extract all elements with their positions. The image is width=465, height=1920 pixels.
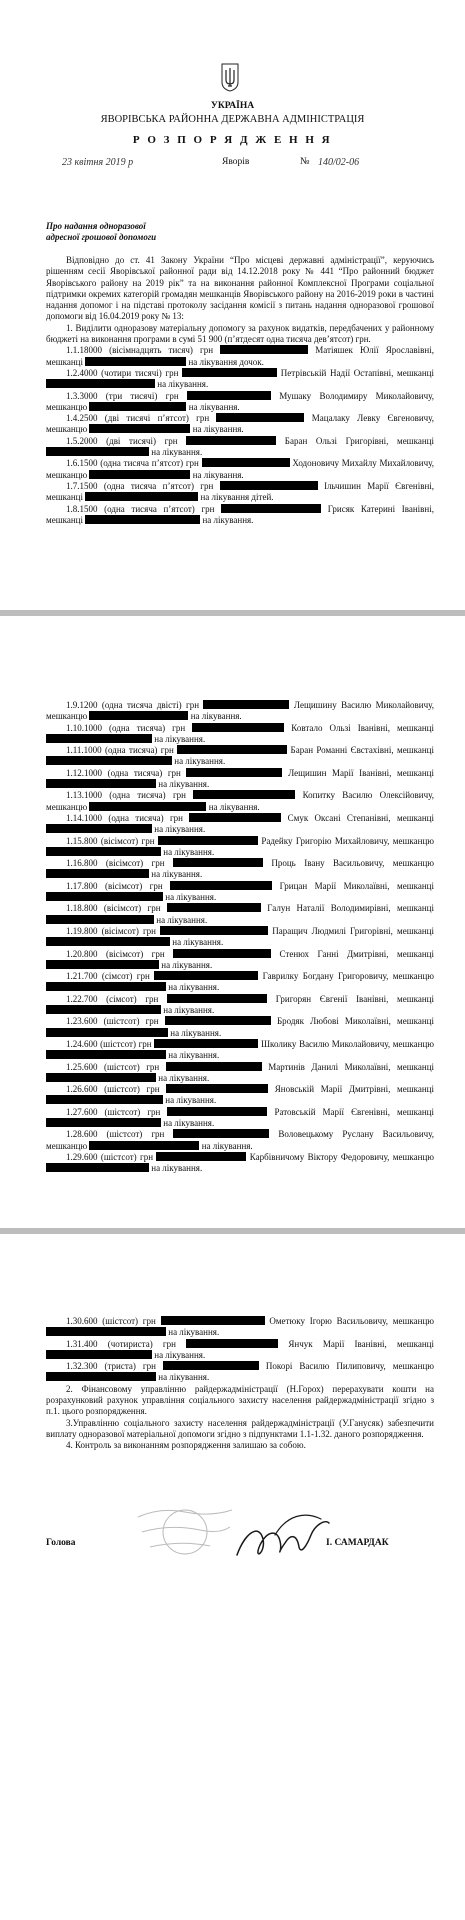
redaction-block: [89, 711, 188, 720]
item-amount: 1.23.600 (шістсот) грн: [66, 1016, 165, 1027]
point-3-paragraph: 3.Управлінню соціального захисту населення райдержадміністрації (У.Ганусяк) забезпечити виплату одноразової матеріальної допомоги згідно з підпунктами 1.1-1.32. даного розпорядження.: [46, 1417, 434, 1439]
redaction-block: [220, 481, 318, 490]
list-item: [46, 1084, 434, 1107]
item-recipient: Ковтало Ользі Іванівні, мешканці: [284, 722, 434, 733]
list-item: [46, 881, 434, 904]
redaction-block: [46, 1163, 149, 1172]
item-recipient: Ільчишин Марії Євгенівні, мешканці: [46, 480, 435, 503]
list-item: [46, 768, 434, 791]
item-purpose: на лікування.: [190, 469, 244, 480]
item-purpose: на лікування.: [154, 914, 208, 925]
item-purpose: на лікування.: [152, 1349, 206, 1360]
redaction-block: [160, 926, 268, 935]
redaction-block: [46, 1118, 161, 1127]
item-recipient: Смук Оксані Степанівні, мешканці: [281, 812, 434, 823]
item-amount: 1.18.800 (вісімсот) грн: [66, 903, 167, 914]
item-recipient: Воловецькому Руслану Васильовичу, мешканцю: [46, 1129, 435, 1151]
item-recipient: Грицан Марії Миколаївні, мешканці: [272, 880, 434, 891]
list-item: [46, 745, 434, 768]
redaction-block: [46, 937, 170, 946]
item-purpose: на лікування.: [149, 869, 203, 880]
item-purpose: на лікування.: [206, 801, 260, 812]
list-item: [46, 481, 434, 504]
item-amount: 1.4.2500 (дві тисячі п’ятсот) грн: [66, 413, 217, 424]
item-recipient: Галун Наталії Володимирівні, мешканці: [260, 903, 434, 914]
redaction-block: [166, 1062, 262, 1071]
items-list: [46, 345, 434, 526]
item-purpose: на лікування.: [159, 959, 213, 970]
signature-role: Голова: [46, 1538, 76, 1548]
redaction-block: [46, 982, 166, 991]
redaction-block: [203, 700, 289, 709]
item-purpose: на лікування.: [149, 1163, 203, 1174]
list-item: [46, 971, 434, 994]
item-amount: 1.25.600 (шістсот) грн: [66, 1061, 166, 1072]
document-type: Р О З П О Р Я Д Ж Е Н Н Я: [132, 134, 333, 146]
item-amount: 1.27.600 (шістсот) грн: [66, 1106, 168, 1117]
item-purpose: на лікування.: [161, 1005, 215, 1016]
items-list: [46, 700, 434, 1174]
item-purpose: на лікування.: [156, 1072, 210, 1083]
redaction-block: [85, 492, 198, 501]
item-amount: 1.10.1000 (одна тисяча) грн: [66, 722, 193, 733]
number-label: №: [300, 156, 310, 167]
item-recipient: Матіяшек Юлії Ярославівні, мешканці: [46, 345, 434, 367]
list-item: [46, 1129, 434, 1152]
redaction-block: [193, 790, 295, 799]
redaction-block: [170, 881, 272, 890]
item-amount: 1.20.800 (вісімсот) грн: [66, 948, 174, 959]
item-recipient: Григорян Євгенії Іванівні, мешканці: [267, 993, 434, 1004]
list-item: [46, 926, 434, 949]
redaction-block: [85, 515, 200, 524]
list-item: [46, 723, 434, 746]
redaction-block: [85, 357, 186, 366]
redaction-block: [46, 1073, 156, 1082]
item-purpose: на лікування.: [190, 424, 244, 435]
item-recipient: Копитку Василю Олексійовичу, мешканцю: [46, 790, 434, 812]
item-purpose: на лікування.: [166, 982, 220, 993]
list-item: [46, 994, 434, 1017]
redaction-block: [221, 504, 321, 513]
item-recipient: Яновській Марії Дмитрівні, мешканці: [268, 1084, 434, 1095]
redaction-block: [186, 436, 276, 445]
redaction-block: [46, 734, 152, 743]
stamp-mark: [130, 1502, 240, 1562]
list-item: [46, 813, 434, 836]
document-subject: Про надання одноразової адресної грошової допомоги: [46, 221, 157, 242]
item-amount: 1.6.1500 (одна тисяча п’ятсот) грн: [66, 458, 202, 469]
item-recipient: Лещишин Марії Іванівні, мешканці: [282, 767, 434, 778]
list-item: [46, 1361, 434, 1384]
item-purpose: на лікування.: [168, 1027, 222, 1038]
item-amount: 1.9.1200 (одна тисяча двісті) грн: [66, 700, 204, 710]
list-item: [46, 1062, 434, 1085]
redaction-block: [154, 1039, 258, 1048]
signature-name: І. САМАРДАК: [326, 1538, 389, 1548]
point-4-paragraph: 4. Контроль за виконанням розпорядження залишаю за собою.: [66, 1440, 306, 1451]
list-item: [46, 1152, 434, 1175]
item-purpose: на лікування.: [166, 1050, 220, 1061]
redaction-block: [46, 960, 159, 969]
item-purpose: на лікування.: [161, 846, 215, 857]
item-amount: 1.28.600 (шістсот) грн: [66, 1129, 174, 1140]
redaction-block: [167, 994, 267, 1003]
item-amount: 1.8.1500 (одна тисяча п’ятсот) грн: [66, 503, 222, 514]
item-amount: 1.26.600 (шістсот) грн: [66, 1084, 167, 1095]
redaction-block: [173, 858, 263, 867]
list-item: [46, 790, 434, 813]
item-purpose: на лікування.: [200, 514, 254, 525]
item-amount: 1.21.700 (сімсот) грн: [66, 971, 155, 982]
document-page-1: [0, 0, 465, 610]
item-recipient: Стенюх Ганні Дмитрівні, мешканці: [271, 948, 434, 959]
document-page-2: [0, 616, 465, 1228]
redaction-block: [46, 1005, 161, 1014]
item-amount: 1.14.1000 (одна тисяча) грн: [66, 812, 190, 823]
body-text-page1: [46, 255, 434, 526]
item-purpose: на лікування.: [170, 937, 224, 948]
list-item: [46, 391, 434, 414]
list-item: [46, 1016, 434, 1039]
redaction-block: [89, 470, 190, 479]
list-item: [46, 700, 434, 723]
item-recipient: Ходоновичу Михайлу Михайловичу, мешканцю: [46, 458, 434, 480]
redaction-block: [46, 824, 152, 833]
redaction-block: [167, 1107, 267, 1116]
redaction-block: [187, 391, 271, 400]
redaction-block: [46, 1050, 166, 1059]
item-purpose: на лікування.: [199, 1140, 253, 1151]
item-amount: 1.5.2000 (дві тисячі) грн: [66, 435, 187, 446]
item-recipient: Баран Романні Євстахівні, мешканці: [287, 745, 434, 756]
item-purpose: на лікування дочок.: [186, 356, 264, 367]
redaction-block: [189, 813, 281, 822]
redaction-block: [46, 1372, 156, 1381]
item-recipient: Бродяк Любові Миколаївні, мешканці: [270, 1016, 435, 1027]
redaction-block: [177, 745, 287, 754]
item-recipient: Карбівничому Віктору Федоровичу, мешканцю: [246, 1151, 434, 1162]
item-recipient: Проць Івану Васильовичу, мешканцю: [262, 858, 434, 869]
item-amount: 1.11.1000 (одна тисяча) грн: [66, 745, 178, 756]
item-recipient: Грисяк Катерині Іванівні, мешканці: [46, 503, 434, 525]
intro-paragraph: Відповідно до ст. 41 Закону України “Про місцеві державні адміністрації”, керуючись рішенням сесії Яворівської районної ради від 14.12.2018 року № 441 “Про районний бюджет Яворівського району на 2019 рік” та на виконання районної Комплексної Програми соціальної підтримки окремих категорій громадян мешканців Яворівського району на 2016-2019 роки в частині надання допомог і на підставі протоколу засідання комісії з питань надання одноразової грошової допомоги від 16.04.2019 року № 13:: [46, 255, 434, 322]
redaction-block: [46, 892, 163, 901]
redaction-block: [89, 802, 206, 811]
item-purpose: на лікування.: [163, 892, 217, 903]
redaction-block: [89, 402, 186, 411]
redaction-block: [46, 779, 156, 788]
redaction-block: [156, 1152, 246, 1161]
item-purpose: на лікування.: [172, 756, 226, 767]
item-purpose: на лікування.: [152, 733, 206, 744]
redaction-block: [165, 1016, 271, 1025]
redaction-block: [46, 869, 149, 878]
list-item: [46, 949, 434, 972]
item-recipient: Гаврилку Богдану Григоровичу, мешканцю: [258, 971, 434, 982]
list-item: [46, 1339, 434, 1362]
item-recipient: Ометюку Ігорю Васильовичу, мешканцю: [264, 1316, 434, 1326]
redaction-block: [89, 1141, 199, 1150]
item-purpose: на лікування.: [155, 379, 209, 390]
redaction-block: [161, 1316, 265, 1325]
item-amount: 1.3.3000 (три тисячі) грн: [66, 390, 187, 401]
redaction-block: [46, 915, 154, 924]
item-purpose: на лікування.: [166, 1327, 220, 1338]
body-text-page2: [46, 700, 434, 1174]
item-recipient: Школику Василю Миколайовичу, мешканцю: [258, 1038, 434, 1049]
authority-title: ЯВОРІВСЬКА РАЙОННА ДЕРЖАВНА АДМІНІСТРАЦІЯ: [100, 114, 365, 125]
list-item: [46, 413, 434, 436]
redaction-block: [182, 368, 277, 377]
item-recipient: Мацалаку Левку Євгеновичу, мешканцю: [46, 413, 435, 435]
country-title: УКРАЇНА: [210, 101, 255, 111]
redaction-block: [46, 1095, 163, 1104]
item-amount: 1.1.18000 (вісімнадцять тисяч) грн: [66, 345, 221, 356]
item-amount: 1.19.800 (вісімсот) грн: [66, 925, 161, 936]
redaction-block: [46, 379, 155, 388]
redaction-block: [186, 768, 282, 777]
list-item: [46, 345, 434, 368]
item-recipient: Петрівській Надії Остапівні, мешканці: [277, 367, 434, 378]
list-item: [46, 436, 434, 459]
item-amount: 1.32.300 (триста) грн: [66, 1361, 163, 1372]
list-item: [46, 836, 434, 859]
item-recipient: Ратовській Марії Євгенівні, мешканці: [267, 1106, 434, 1117]
redaction-block: [89, 424, 190, 433]
list-item: [46, 1316, 434, 1339]
signature-mark: [225, 1505, 335, 1575]
item-amount: 1.29.600 (шістсот) грн: [66, 1151, 157, 1162]
item-purpose: на лікування.: [152, 824, 206, 835]
redaction-block: [46, 1028, 168, 1037]
item-recipient: Покорі Василю Пилиповичу, мешканцю: [258, 1361, 434, 1372]
redaction-block: [154, 971, 258, 980]
item-purpose: на лікування.: [188, 711, 242, 722]
item-amount: 1.15.800 (вісімсот) грн: [66, 835, 158, 846]
item-recipient: Баран Ользі Григорівні, мешканці: [276, 435, 434, 446]
list-item: [46, 858, 434, 881]
redaction-block: [167, 903, 261, 912]
item-purpose: на лікування.: [161, 1117, 215, 1128]
item-amount: 1.7.1500 (одна тисяча п’ятсот) грн: [66, 480, 220, 491]
item-amount: 1.22.700 (сімсот) грн: [66, 993, 168, 1004]
point-2-paragraph: 2. Фінансовому управлінню райдержадміністрації (Н.Горох) перерахувати кошти на розрахунковий рахунок управління соціального захисту населення райдержадміністрації згідно з п.1. цього розпорядження.: [46, 1383, 434, 1417]
item-amount: 1.31.400 (чотириста) грн: [66, 1338, 187, 1349]
redaction-block: [163, 1361, 259, 1370]
redaction-block: [202, 458, 290, 467]
item-purpose: на лікування.: [163, 1095, 217, 1106]
list-item: [46, 1107, 434, 1130]
list-item: [46, 368, 434, 391]
redaction-block: [220, 345, 308, 354]
body-text-page3: [46, 1316, 434, 1452]
item-amount: 1.30.600 (шістсот) грн: [66, 1316, 161, 1326]
redaction-block: [186, 1339, 278, 1348]
redaction-block: [46, 756, 172, 765]
item-purpose: на лікування.: [156, 1372, 210, 1383]
redaction-block: [192, 723, 284, 732]
item-recipient: Янчук Марії Іванівні, мешканці: [278, 1338, 434, 1349]
redaction-block: [46, 1350, 152, 1359]
items-list: [46, 1316, 434, 1384]
item-amount: 1.13.1000 (одна тисяча) грн: [66, 790, 194, 801]
redaction-block: [46, 847, 161, 856]
redaction-block: [46, 447, 149, 456]
item-purpose: на лікування.: [149, 447, 203, 458]
trident-icon: [220, 62, 240, 92]
item-purpose: на лікування.: [186, 401, 240, 412]
redaction-block: [173, 1129, 269, 1138]
item-amount: 1.16.800 (вісімсот) грн: [66, 858, 173, 869]
item-amount: 1.24.600 (шістсот) грн: [66, 1038, 155, 1049]
item-purpose: на лікування.: [156, 779, 210, 790]
redaction-block: [216, 413, 304, 422]
list-item: [46, 458, 434, 481]
item-recipient: Паращич Людмилі Григорівні, мешканці: [268, 925, 434, 936]
redaction-block: [173, 949, 271, 958]
item-purpose: на лікування дітей.: [198, 492, 274, 503]
item-recipient: Радейку Григорію Михайловичу, мешканцю: [257, 835, 434, 846]
document-place: Яворів: [222, 157, 250, 167]
document-number: 140/02-06: [318, 157, 360, 168]
item-recipient: Лещишину Василю Миколайовичу, мешканцю: [46, 700, 434, 722]
item-recipient: Мартинів Данилі Миколаївні, мешканці: [261, 1061, 435, 1072]
item-amount: 1.17.800 (вісімсот) грн: [66, 880, 171, 891]
item-amount: 1.12.1000 (одна тисяча) грн: [66, 767, 187, 778]
item-amount: 1.2.4000 (чотири тисячі) грн: [66, 367, 183, 378]
document-date: 23 квітня 2019 р: [62, 157, 134, 168]
document-page-3: [0, 1234, 465, 1920]
list-item: [46, 1039, 434, 1062]
redaction-block: [166, 1084, 268, 1093]
item-recipient: Мушаку Володимиру Миколайовичу, мешканцю: [46, 390, 434, 412]
point-1-intro: 1. Виділити одноразову матеріальну допомогу за рахунок видатків, передбачених у районному бюджеті на виконання програми в сумі 51 900 (п’ятдесят одна тисяча дев’ятсот) грн.: [46, 322, 434, 345]
redaction-block: [158, 836, 258, 845]
redaction-block: [46, 1327, 166, 1336]
list-item: [46, 903, 434, 926]
list-item: [46, 504, 434, 527]
